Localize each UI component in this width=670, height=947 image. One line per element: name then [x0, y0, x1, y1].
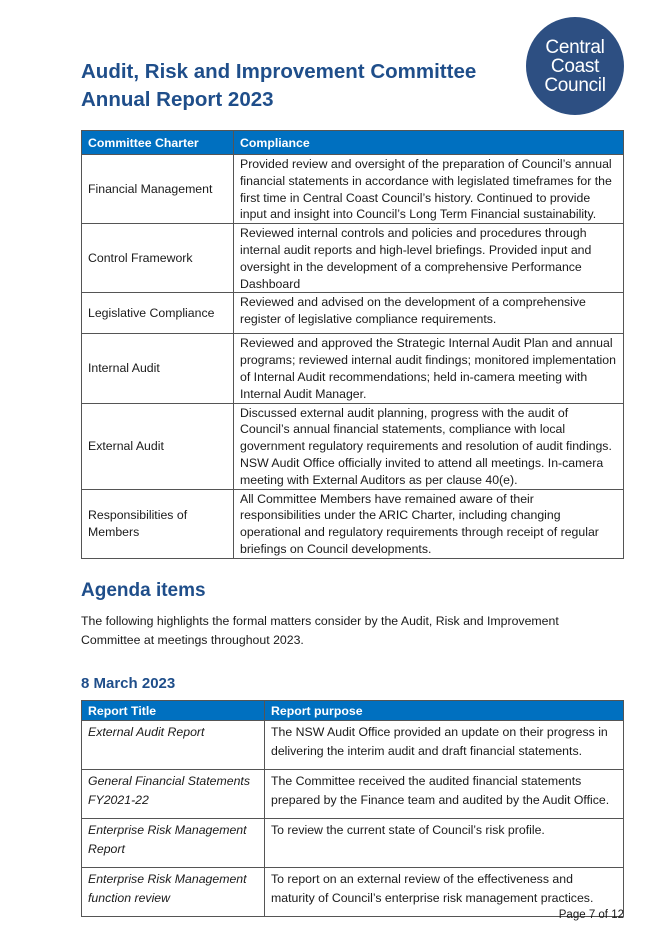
- table-row: [82, 334, 624, 403]
- report-purpose-cell: To review the current state of Council’s risk profile.: [265, 819, 624, 868]
- agenda-intro: The following highlights the formal matters consider by the Audit, Risk and Improvement Committee at meetings throughout 2023.: [81, 614, 559, 647]
- charter-cell: Financial Management: [82, 155, 234, 224]
- report-title-cell: External Audit Report: [82, 721, 265, 770]
- logo-line-2: Coast: [550, 55, 600, 77]
- compliance-cell: Reviewed internal controls and policies and procedures through internal audit reports and high-level briefings. Provided input and oversight in the development of a comprehensive Performance Dashboard: [234, 224, 624, 293]
- logo-line-3: Council: [544, 74, 606, 96]
- compliance-cell: Reviewed and advised on the development of a comprehensive register of legislative compliance requirements.: [234, 293, 624, 334]
- column-header-report-purpose: Report purpose: [265, 701, 624, 721]
- agenda-heading: Agenda items: [81, 580, 206, 601]
- charter-cell: Control Framework: [82, 224, 234, 293]
- compliance-cell: Provided review and oversight of the preparation of Council’s annual financial statements in accordance with legislated timeframes for the first time in Central Coast Council’s history. Continued to provide input and insight into Council’s Long Term Financial sustainability.: [234, 155, 624, 224]
- title-line-2: Annual Report 2023: [81, 88, 274, 111]
- column-header-compliance: Compliance: [234, 131, 624, 155]
- report-purpose-cell: The Committee received the audited financial statements prepared by the Finance team and audited by the Audit Office.: [265, 770, 624, 819]
- table-row: [82, 868, 624, 917]
- table-row: [82, 224, 624, 293]
- page-title: [81, 58, 501, 114]
- compliance-cell: Discussed external audit planning, progress with the audit of Council’s annual financial statements, compliance with local government regulatory requirements and resolution of audit findings. NSW Audit Office officially invited to attend all meetings. In-camera meeting with External Auditors as per clause 40(e).: [234, 403, 624, 489]
- table-row: [82, 293, 624, 334]
- table-row: [82, 721, 624, 770]
- compliance-cell: Reviewed and approved the Strategic Internal Audit Plan and annual programs; reviewed internal audit findings; monitored implementation of Internal Audit recommendations; held in-camera meeting with Internal Audit Manager.: [234, 334, 624, 403]
- charter-cell: External Audit: [82, 403, 234, 489]
- table-row: [82, 403, 624, 489]
- compliance-cell: All Committee Members have remained aware of their responsibilities under the ARIC Charter, including changing operational and regulatory requirements through receipt of regular briefings on Council developments.: [234, 489, 624, 558]
- meeting-date-heading: 8 March 2023: [81, 675, 176, 692]
- report-purpose-cell: To report on an external review of the effectiveness and maturity of Council’s enterprise risk management practices.: [265, 868, 624, 917]
- table-row: [82, 155, 624, 224]
- charter-compliance-table: [81, 130, 624, 559]
- logo-line-1: Central: [545, 36, 605, 58]
- table-header-row: [82, 131, 624, 155]
- table-row: [82, 819, 624, 868]
- report-title-cell: Enterprise Risk Management function review: [82, 868, 265, 917]
- title-line-1: Audit, Risk and Improvement Committee: [81, 60, 477, 83]
- column-header-report-title: Report Title: [82, 701, 265, 721]
- charter-cell: Responsibilities of Members: [82, 489, 234, 558]
- table-row: [82, 770, 624, 819]
- council-logo: [526, 17, 624, 115]
- page-number: Page 7 of 12: [558, 909, 624, 921]
- charter-cell: Internal Audit: [82, 334, 234, 403]
- report-title-cell: Enterprise Risk Management Report: [82, 819, 265, 868]
- column-header-committee-charter: Committee Charter: [82, 131, 234, 155]
- report-purpose-cell: The NSW Audit Office provided an update on their progress in delivering the interim audit and draft financial statements.: [265, 721, 624, 770]
- table-row: [82, 489, 624, 558]
- table-header-row: [82, 701, 624, 721]
- charter-cell: Legislative Compliance: [82, 293, 234, 334]
- reports-table: [81, 700, 624, 917]
- report-title-cell: General Financial Statements FY2021-22: [82, 770, 265, 819]
